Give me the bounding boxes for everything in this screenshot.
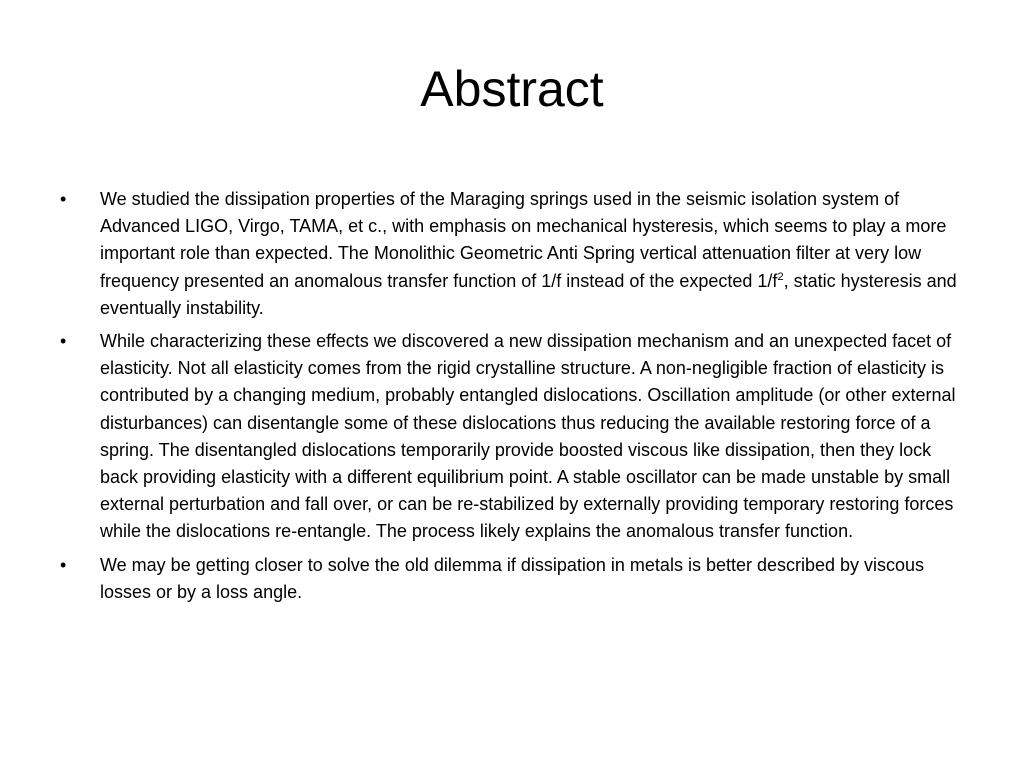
bullet-text-1-main: We studied the dissipation properties of the Maraging springs used in the seismic isolation system of Advanced LIGO, Virgo, TAMA, et c., with emphasis on mechanical hysteresis, which seems to play a more important role than expected. The Monolithic Geometric Anti Spring vertical attenuation filter at very low frequency presented an anomalous transfer function of 1/f instead of the expected 1/f: [100, 189, 947, 291]
bullet-dot-icon: •: [60, 554, 67, 575]
bullet-text-2: While characterizing these effects we discovered a new dissipation mechanism and an unexpected facet of elasticity. Not all elasticity comes from the rigid crystalline structure. A non-negligible fraction of elasticity is contributed by a changing medium, probably entangled dislocations. Oscillation amplitude (or other external disturbances) can disentangle some of these dislocations thus reducing the available restoring force of a spring. The disentangled dislocations temporarily provide boosted viscous like dissipation, then they lock back providing elasticity with a different equilibrium point. A stable oscillator can be made unstable by small external perturbation and fall over, or can be re-stabilized by externally providing temporary restoring forces while the dislocations re-entangle. The process likely explains the anomalous transfer function.: [100, 331, 956, 542]
bullet-dot-icon: •: [60, 331, 67, 352]
slide-title: Abstract: [420, 61, 604, 117]
bullet-dot-icon: •: [60, 189, 67, 209]
bullet-text-1-tail: , static hysteresis and eventually instability.: [100, 270, 957, 318]
bullet-list: [58, 186, 963, 612]
bullet-text-3: We may be getting closer to solve the old dilemma if dissipation in metals is better described by viscous losses or by a loss angle.: [100, 554, 925, 602]
bullet-item-2: [58, 328, 963, 546]
bullet-item-1: [58, 186, 963, 322]
superscript-exponent: 2: [777, 270, 784, 283]
bullet-text-1: [100, 189, 957, 318]
bullet-item-3: [58, 552, 963, 606]
